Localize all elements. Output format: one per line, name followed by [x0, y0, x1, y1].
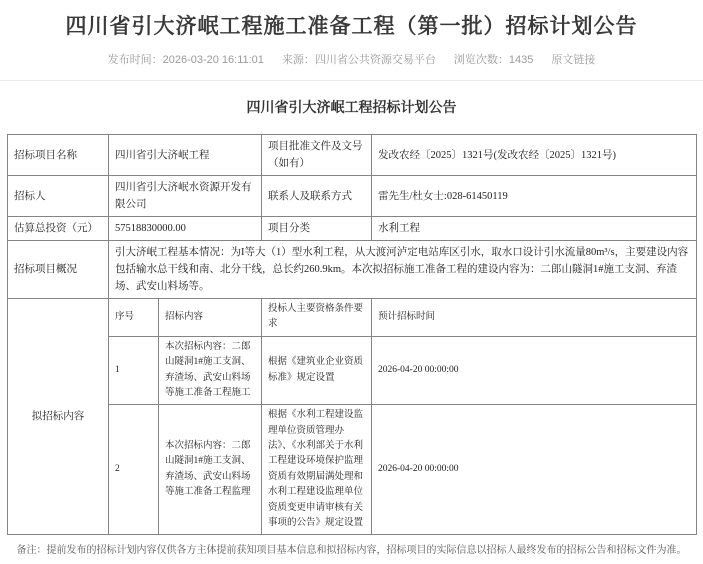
view-count: [454, 53, 533, 68]
nested-row-1: [8, 336, 697, 405]
publish-time-label: 发布时间：: [107, 54, 163, 66]
nested-row2-time: 2026-04-20 00:00:00: [372, 405, 697, 535]
publish-time-value: 2026-03-20 16:11:01: [162, 54, 264, 66]
value-investment: 57518830000.00: [109, 217, 262, 241]
tender-plan-table: [7, 134, 697, 535]
row-overview: [8, 241, 697, 299]
value-approval-doc: 发改农经〔2025〕1321号(发改农经〔2025〕1321号): [372, 135, 697, 176]
value-project-name: 四川省引大济岷工程: [109, 135, 262, 176]
label-project-name: 招标项目名称: [8, 135, 109, 176]
source: [282, 53, 436, 68]
nested-row1-qualification: 根据《建筑业企业资质标准》规定设置: [262, 336, 372, 405]
value-tenderer: 四川省引大济岷水资源开发有限公司: [109, 176, 262, 217]
nested-header-content: 招标内容: [159, 299, 262, 337]
label-planned-content: 拟招标内容: [8, 299, 109, 535]
value-contact: 雷先生/杜女士:028-61450119: [372, 176, 697, 217]
nested-header-no: 序号: [109, 299, 159, 337]
original-text-link[interactable]: 原文链接: [551, 54, 596, 66]
view-count-label: 浏览次数：: [453, 54, 509, 66]
remark-note: 备注：提前发布的招标计划内容仅供各方主体提前获知项目基本信息和拟招标内容，招标项目的实际信息以招标人最终发布的招标公告和招标文件为准。: [16, 545, 687, 557]
nested-row1-content: 本次招标内容：二郎山隧洞1#施工支洞、弃渣场、武安山料场等施工准备工程施工: [159, 336, 262, 405]
label-overview: 招标项目概况: [8, 241, 109, 299]
row-project-name: [8, 135, 697, 176]
label-contact: 联系人及联系方式: [262, 176, 372, 217]
document-subtitle: 四川省引大济岷工程招标计划公告: [246, 99, 457, 115]
source-value: 四川省公共资源交易平台: [314, 54, 436, 66]
nested-header-time: 预计招标时间: [372, 299, 697, 337]
nested-row1-time: 2026-04-20 00:00:00: [372, 336, 697, 405]
value-overview: 引大济岷工程基本情况：为I等大（1）型水利工程，从大渡河泸定电站库区引水，取水口设计引水流量80m³/s，主要建设内容包括输水总干线和南、北分干线，总长约260.9km。本次拟招标施工准备工程的建设内容为：二郎山隧洞1#施工支洞、弃渣场、武安山料场等。: [109, 241, 697, 299]
view-count-value: 1435: [508, 54, 534, 66]
source-label: 来源：: [281, 54, 315, 66]
nested-row-2: [8, 405, 697, 535]
publish-time: [108, 53, 264, 68]
meta-bar: [0, 53, 703, 68]
row-investment: [8, 217, 697, 241]
row-tenderer: [8, 176, 697, 217]
label-investment: 估算总投资（元）: [8, 217, 109, 241]
page-title: 四川省引大济岷工程施工准备工程（第一批）招标计划公告: [65, 15, 638, 38]
nested-row2-no: 2: [109, 405, 159, 535]
content-area: [0, 98, 703, 558]
nested-row2-content: 本次招标内容：二郎山隧洞1#施工支洞、弃渣场、武安山料场等施工准备工程监理: [159, 405, 262, 535]
header: [0, 0, 703, 68]
header-divider: [0, 80, 703, 81]
nested-header-qualification: 投标人主要资格条件要求: [262, 299, 372, 337]
label-tenderer: 招标人: [8, 176, 109, 217]
label-category: 项目分类: [262, 217, 372, 241]
nested-row2-qualification: 根据《水利工程建设监理单位资质管理办法》、《水利部关于水利工程建设环境保护监理资质有效期届满处理和水利工程建设监理单位资质变更申请审核有关事项的公告》规定设置: [262, 405, 372, 535]
value-category: 水利工程: [372, 217, 697, 241]
nested-row1-no: 1: [109, 336, 159, 405]
row-nested-header: [8, 299, 697, 337]
label-approval-doc: 项目批准文件及文号（如有）: [262, 135, 372, 176]
